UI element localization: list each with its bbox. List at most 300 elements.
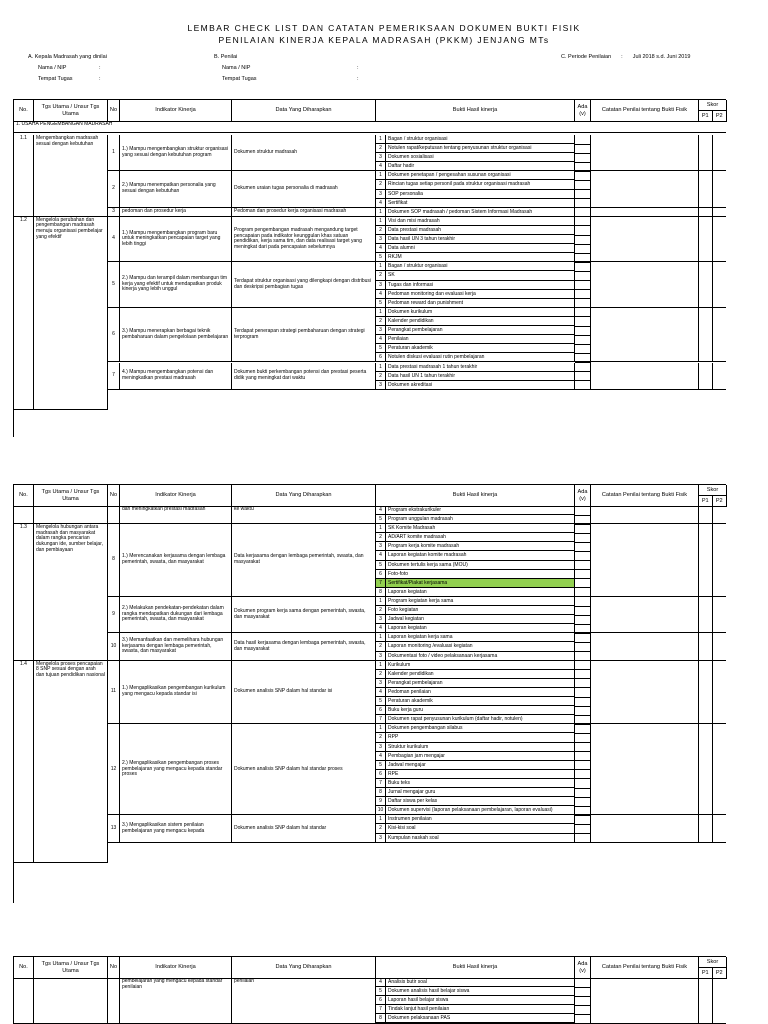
ada-row-line [575, 162, 591, 163]
table-header [13, 484, 726, 506]
ada-row-line [575, 606, 591, 607]
evidence-text: Pembagian jam mengajar [388, 752, 445, 759]
evidence-number: 7 [376, 579, 386, 587]
catatan-cell[interactable] [591, 978, 699, 1024]
evidence-list [376, 633, 575, 660]
unit-number: 1.3 [14, 524, 34, 661]
evidence-list [376, 217, 575, 263]
header-no: No. [14, 100, 34, 122]
evidence-text: Peraturan akademik [388, 345, 433, 352]
unit-text: Mengelola hubungan antara madrasah dan masyarakat dalam rangka pencarian dukungan ide, sumber belajar, dan pembiayaan [34, 524, 108, 661]
ada-row-line [575, 253, 591, 254]
evidence-text: Pedoman penilaian [388, 688, 431, 695]
evidence-item [376, 615, 574, 624]
evidence-text: Kalender pendidikan [388, 670, 434, 677]
ada-row-line [575, 678, 591, 679]
header-data-diharapkan: Data Yang Diharapkan [232, 485, 376, 507]
evidence-number: 4 [376, 162, 386, 170]
evidence-list [376, 524, 575, 597]
skor-p2-cell[interactable] [713, 208, 726, 217]
evidence-item [376, 670, 574, 679]
evidence-item [376, 588, 574, 597]
evidence-number: 2 [376, 606, 386, 614]
ada-row-line [575, 797, 591, 798]
evidence-text: Dokumen kurikulum [388, 308, 433, 315]
evidence-text: SK [388, 272, 395, 279]
ada-row-line [575, 842, 591, 843]
ada-row-line [575, 551, 591, 552]
evidence-text: Perangkat pembelajaran [388, 679, 443, 686]
evidence-text: SK Komite Madrasah [388, 525, 436, 532]
evidence-number: 5 [376, 253, 386, 261]
evidence-number: 9 [376, 797, 386, 805]
evidence-number: 1 [376, 217, 386, 225]
skor-p1-cell[interactable] [699, 208, 713, 217]
evidence-item [376, 199, 574, 208]
evidence-text: Sertifikat/Piakat kerjasama [388, 579, 448, 586]
ada-row-line [575, 180, 591, 181]
evidence-text: Daftar hadir [388, 163, 415, 170]
skor-p1-cell[interactable] [699, 597, 713, 633]
ada-row-line [575, 833, 591, 834]
evidence-item [376, 353, 574, 362]
evidence-text: Foto kegiatan [388, 607, 419, 614]
ada-row-line [575, 225, 591, 226]
unit-number: 1.2 [14, 217, 34, 410]
evidence-number: 5 [376, 299, 386, 307]
ada-row-line [575, 687, 591, 688]
evidence-number: 4 [376, 978, 386, 986]
unit-text: Mengelola proses pencapaian 8 SNP sesuai dengan arah dan tujuan pendidikan nasional [34, 661, 108, 863]
evidence-number: 4 [376, 551, 386, 559]
indicator-text: 1.) Mengaplikasikan pengembangan kurikulum yang mengacu kepada standar isi [120, 661, 232, 725]
indicator-text: pedoman dan prosedur kerja [120, 208, 232, 217]
evidence-item [376, 679, 574, 688]
header-indikator: Indikator Kinerja [120, 100, 232, 122]
evidence-item [376, 153, 574, 162]
evidence-list [376, 308, 575, 363]
evidence-item [376, 978, 574, 987]
catatan-cell[interactable] [591, 208, 699, 217]
header-ada: Ada (v) [575, 100, 591, 122]
evidence-text: SOP personalia [388, 190, 423, 197]
evidence-item [376, 661, 574, 670]
header-no: No. [14, 485, 34, 507]
evidence-list [376, 208, 575, 217]
header-tgs-utama: Tgs Utama / Unsur Tgs Utama [34, 485, 108, 507]
evidence-number: 5 [376, 561, 386, 569]
ada-row-line [575, 289, 591, 290]
ada-row-line [575, 533, 591, 534]
evidence-text: Program kerja komite madrasah [388, 543, 460, 550]
evidence-item [376, 642, 574, 651]
indicator-text-continued: pembelajaran yang mengacu kepada standar penilaian [120, 978, 232, 1024]
header-data-diharapkan: Data Yang Diharapkan [232, 957, 376, 979]
evidence-list [376, 661, 575, 725]
evidence-number: 3 [376, 281, 386, 289]
evidence-item [376, 363, 574, 372]
catatan-cell[interactable] [591, 524, 699, 597]
ada-row-line [575, 235, 591, 236]
header-catatan: Catatan Penilai tentang Bukti Fisik [591, 100, 699, 122]
evidence-number: 1 [376, 661, 386, 669]
header-no: No. [14, 957, 34, 979]
table-header [13, 99, 726, 121]
header-bukti: Bukti Hasil kinerja [376, 957, 575, 979]
ada-row-line [575, 316, 591, 317]
evidence-item [376, 797, 574, 806]
indicator-text: 1.) Mampu mengembangkan struktur organisasi yang sesuai dengan kebutuhan program [120, 135, 232, 171]
header-tgs-utama: Tgs Utama / Unsur Tgs Utama [34, 100, 108, 122]
evidence-item [376, 506, 574, 515]
evidence-text: RKJM [388, 254, 402, 261]
ada-row-line [575, 587, 591, 588]
evidence-item [376, 190, 574, 199]
evidence-text: Kurikulum [388, 661, 411, 668]
indicator-number: 2 [108, 171, 120, 207]
skor-p1-cell[interactable] [699, 171, 713, 207]
evidence-number: 1 [376, 597, 386, 605]
evidence-number: 3 [376, 326, 386, 334]
catatan-cell[interactable] [591, 724, 699, 815]
ada-row-line [575, 824, 591, 825]
skor-p2-cell[interactable] [713, 978, 726, 1024]
evidence-text: Dokumen rapat penyusunan kurikulum (daftar hadir, notulen) [388, 716, 523, 723]
evidence-item [376, 652, 574, 661]
evidence-item [376, 226, 574, 235]
ada-row-line [575, 697, 591, 698]
ada-row-line [575, 335, 591, 336]
evidence-text: Data hasil UN 1 tahun terakhir [388, 372, 455, 379]
ada-checkbox-column[interactable] [575, 363, 591, 390]
evidence-item [376, 688, 574, 697]
evidence-text: Program kegiatan kerja sama [388, 598, 454, 604]
evidence-item [376, 381, 574, 390]
evidence-list [376, 363, 575, 390]
evidence-text: Penilaian [388, 336, 409, 343]
skor-p1-cell[interactable] [699, 506, 713, 524]
evidence-text: Dokumen akreditasi [388, 381, 433, 388]
header-ada: Ada (v) [575, 485, 591, 507]
evidence-number: 2 [376, 372, 386, 380]
evidence-text: RPP [388, 734, 399, 741]
evidence-item [376, 217, 574, 226]
skor-p2-cell[interactable] [713, 815, 726, 842]
ada-row-line [575, 715, 591, 716]
indicator-text: 2.) Mampu dan terampil dalam membangun tim kerja yang efektif untuk mendapatkan produk kinerja yang lebih unggul [120, 262, 232, 308]
evidence-text: Kisi-kisi soal [388, 825, 416, 832]
skor-p1-cell[interactable] [699, 815, 713, 842]
section-title: 1. USAHA PENGEMBANGAN MADRASAH [14, 121, 726, 133]
evidence-text: Dokumen sosialisasi [388, 154, 434, 161]
evidence-text: Data prestasi madrasah [388, 226, 442, 233]
ada-row-line [575, 706, 591, 707]
ada-row-line [575, 326, 591, 327]
ada-row-line [575, 298, 591, 299]
evidence-item [376, 180, 574, 189]
evidence-number: 5 [376, 987, 386, 995]
evidence-number: 3 [376, 652, 386, 660]
evidence-number: 3 [376, 743, 386, 751]
ada-checkbox-column[interactable] [575, 217, 591, 263]
expected-data: Program pengembangan madrasah mengandung target pencapaian pada indikator keunggulan khas satuan pendidikan, kerja sama tim, dan data realisasi target yang meningkat dari pada pencapaian sebelumnya [232, 217, 376, 263]
ada-row-line [575, 271, 591, 272]
skor-p2-cell[interactable] [713, 262, 726, 308]
ada-row-line [575, 198, 591, 199]
evidence-number: 2 [376, 642, 386, 650]
expected-data: Dokumen uraian tugas personalia di madrasah [232, 171, 376, 207]
skor-p1-cell[interactable] [699, 363, 713, 390]
header-data-diharapkan: Data Yang Diharapkan [232, 100, 376, 122]
evidence-list [376, 506, 575, 524]
skor-p1-cell[interactable] [699, 524, 713, 597]
evidence-text: Rincian tugas setiap personil pada struktur organisasi madrasah [388, 181, 531, 188]
header-catatan: Catatan Penilai tentang Bukti Fisik [591, 957, 699, 979]
ada-row-line [575, 371, 591, 372]
indicator-text: 4.) Mampu mengembangkan potensi dan meningkatkan prestasi madrasah [120, 363, 232, 390]
expected-data: Terdapat penerapan strategi pembaharuan dengan strategi terprogram [232, 308, 376, 363]
skor-p2-cell[interactable] [713, 633, 726, 660]
evidence-item [376, 281, 574, 290]
indicator-number-continued [108, 506, 120, 524]
evidence-item [376, 335, 574, 344]
header-skor [699, 485, 727, 507]
evidence-item [376, 987, 574, 996]
document-subtitle: PENILAIAN KINERJA KEPALA MADRASAH (PKKM) JENJANG MTs [218, 35, 550, 45]
evidence-number: 4 [376, 335, 386, 343]
ada-row-line [575, 669, 591, 670]
ada-row-line [575, 153, 591, 154]
evidence-number: 2 [376, 180, 386, 188]
skor-p2-cell[interactable] [713, 661, 726, 725]
evidence-text: Tugas dan informasi [388, 281, 434, 288]
evidence-item [376, 806, 574, 815]
evidence-text: Dokumen pengembangan silabus [388, 725, 463, 732]
header-tgs-utama: Tgs Utama / Unsur Tgs Utama [34, 957, 108, 979]
indicator-text: 1.) Merencanakan kerjasama dengan lembaga pemerintah, swasta, dan masyarakat [120, 524, 232, 597]
evidence-item [376, 761, 574, 770]
skor-p1-cell[interactable] [699, 978, 713, 1024]
indicator-number: 8 [108, 524, 120, 597]
header-skor [699, 100, 727, 122]
evidence-number: 4 [376, 244, 386, 252]
evidence-number: 1 [376, 208, 386, 216]
evidence-text: Laporan kegiatan [388, 625, 427, 632]
evidence-text: Daftar siswa per kelas [388, 798, 438, 805]
header-indikator: Indikator Kinerja [120, 957, 232, 979]
evidence-number: 3 [376, 679, 386, 687]
expected-data: Dokumen analisis SNP dalam hal standar proses [232, 724, 376, 815]
evidence-text: Instrumen penilaian [388, 816, 432, 823]
skor-p2-cell[interactable] [713, 524, 726, 597]
evidence-number: 1 [376, 308, 386, 316]
evidence-item [376, 724, 574, 733]
catatan-cell[interactable] [591, 363, 699, 390]
evidence-text: Analisis butir soal [388, 979, 427, 985]
header-p2: P2 [715, 498, 723, 505]
evidence-text: Tindak lanjut hasil penilaian [388, 1006, 450, 1013]
indicator-number: 3 [108, 208, 120, 217]
evidence-item [376, 317, 574, 326]
evidence-item [376, 372, 574, 381]
evidence-item [376, 299, 574, 308]
evidence-item [376, 770, 574, 779]
ada-row-line [575, 380, 591, 381]
skor-p2-cell[interactable] [713, 135, 726, 171]
skor-p1-cell[interactable] [699, 308, 713, 363]
evidence-item [376, 633, 574, 642]
header-no2: No [108, 100, 120, 122]
skor-p2-cell[interactable] [713, 308, 726, 363]
header-p2: P2 [715, 113, 723, 120]
evidence-text: Laporan hasil belajar siswa [388, 997, 449, 1004]
evidence-number: 1 [376, 815, 386, 823]
skor-p2-cell[interactable] [713, 724, 726, 815]
ada-row-line [575, 389, 591, 390]
evidence-text: Data prestasi madrasah 1 tahun terakhir [388, 363, 478, 370]
header-bukti: Bukti Hasil kinerja [376, 100, 575, 122]
indicator-text: 3.) Memanfaatkan dan memelihara hubungan kerjasama dengan lembaga pemerintah, swasta, dan masyarakat [120, 633, 232, 660]
ada-row-line [575, 615, 591, 616]
unit-number-continued [14, 506, 34, 524]
evidence-item [376, 743, 574, 752]
skor-p1-cell[interactable] [699, 633, 713, 660]
evidence-text: Buku kerja guru [388, 707, 424, 714]
ada-row-line [575, 344, 591, 345]
evidence-number: 2 [376, 226, 386, 234]
ada-row-line [575, 733, 591, 734]
evidence-item [376, 290, 574, 299]
ada-row-line [575, 651, 591, 652]
evidence-number: 2 [376, 144, 386, 152]
evidence-number: 6 [376, 570, 386, 578]
info-c: C. Periode Penilaian : Juli 2018 s.d. Juni 2019 [561, 54, 691, 60]
ada-row-line [575, 1014, 591, 1015]
evidence-number: 2 [376, 733, 386, 741]
catatan-cell[interactable] [591, 597, 699, 633]
evidence-number: 8 [376, 1014, 386, 1022]
skor-p1-cell[interactable] [699, 262, 713, 308]
evidence-item [376, 1005, 574, 1014]
evidence-number: 3 [376, 542, 386, 550]
skor-p1-cell[interactable] [699, 661, 713, 725]
evidence-number: 1 [376, 633, 386, 641]
evidence-number: 4 [376, 624, 386, 632]
indicator-text: 2.) Melakukan pendekatan-pendekatan dalam rangka mendapatkan dukungan dari lembaga pemerintah, swasta, dan masyarakat [120, 597, 232, 633]
ada-row-line [575, 144, 591, 145]
evidence-number: 5 [376, 515, 386, 523]
evidence-item [376, 326, 574, 335]
table-header [13, 956, 726, 978]
catatan-cell[interactable] [591, 661, 699, 725]
evidence-number: 2 [376, 670, 386, 678]
evidence-number: 1 [376, 171, 386, 179]
evidence-item [376, 579, 574, 588]
header-p2: P2 [715, 970, 723, 977]
ada-row-line [575, 760, 591, 761]
catatan-cell[interactable] [591, 217, 699, 263]
evidence-text: Data alumni [388, 245, 415, 252]
indicator-text-continued: dan meningkatkan prestasi madrasah [120, 506, 232, 524]
evidence-number: 7 [376, 715, 386, 723]
ada-checkbox-column[interactable] [575, 978, 591, 1024]
evidence-number: 4 [376, 752, 386, 760]
evidence-text: Pedoman monitoring dan evaluasi kerja [388, 290, 476, 297]
expected-data: Terdapat struktur organisasi yang dilengkapi dengan distribusi dan deskripsi pembagian tugas [232, 262, 376, 308]
evidence-text: Dokumentasi foto / video pelaksanaan kerjasama [388, 652, 498, 659]
evidence-item [376, 244, 574, 253]
evidence-number: 5 [376, 761, 386, 769]
indicator-number: 7 [108, 363, 120, 390]
unit-text: Mengelola perubahan dan pengembangan madrasah menuju organisasi pembelajar yang efektif [34, 217, 108, 410]
catatan-cell[interactable] [591, 633, 699, 660]
evidence-text: Kalender pendidikan [388, 317, 434, 324]
evidence-number: 1 [376, 524, 386, 532]
evidence-text: Notulen rapat/keputusan tentang penyusunan struktur organisasi [388, 145, 532, 152]
evidence-number: 6 [376, 996, 386, 1004]
evidence-text: Dokumen analisis hasil belajar siswa [388, 988, 470, 995]
catatan-cell[interactable] [591, 135, 699, 171]
header-skor-label: Skor [699, 100, 726, 111]
ada-row-line [575, 244, 591, 245]
info-b: B. Penilai Nama / NIP Tempat Tugas [214, 54, 257, 82]
indicator-number: 6 [108, 308, 120, 363]
skor-p2-cell[interactable] [713, 363, 726, 390]
catatan-cell[interactable] [591, 815, 699, 842]
skor-p2-cell[interactable] [713, 217, 726, 263]
catatan-cell[interactable] [591, 308, 699, 363]
evidence-item [376, 253, 574, 262]
evidence-list [376, 135, 575, 171]
evidence-text: Buku teks [388, 779, 410, 786]
table-body-page3 [13, 978, 726, 1024]
skor-p1-cell[interactable] [699, 135, 713, 171]
header-p1: P1 [699, 968, 713, 979]
skor-p2-cell[interactable] [713, 597, 726, 633]
catatan-cell[interactable] [591, 171, 699, 207]
evidence-item [376, 1014, 574, 1023]
ada-checkbox-column[interactable] [575, 633, 591, 660]
ada-checkbox-column[interactable] [575, 262, 591, 308]
expected-data: Dokumen struktur madrasah [232, 135, 376, 171]
catatan-cell[interactable] [591, 262, 699, 308]
expected-data-continued: penilaian [232, 978, 376, 1024]
header-indikator: Indikator Kinerja [120, 485, 232, 507]
evidence-number: 10 [376, 806, 386, 814]
evidence-item [376, 815, 574, 824]
skor-p2-cell[interactable] [713, 171, 726, 207]
evidence-list [376, 724, 575, 815]
indicator-number-continued [108, 978, 120, 1024]
evidence-text: Data hasil UN 3 tahun terakhir [388, 236, 455, 243]
evidence-item [376, 524, 574, 533]
indicator-number: 9 [108, 597, 120, 633]
evidence-item [376, 135, 574, 144]
skor-p1-cell[interactable] [699, 217, 713, 263]
catatan-cell[interactable] [591, 506, 699, 524]
evidence-item [376, 788, 574, 797]
skor-p1-cell[interactable] [699, 724, 713, 815]
unit-text-continued [34, 506, 108, 524]
evidence-item [376, 779, 574, 788]
evidence-number: 1 [376, 135, 386, 143]
ada-checkbox-column[interactable] [575, 815, 591, 842]
evidence-number: 2 [376, 533, 386, 541]
evidence-item [376, 144, 574, 153]
ada-row-line [575, 542, 591, 543]
skor-p2-cell[interactable] [713, 506, 726, 524]
evidence-item [376, 824, 574, 833]
